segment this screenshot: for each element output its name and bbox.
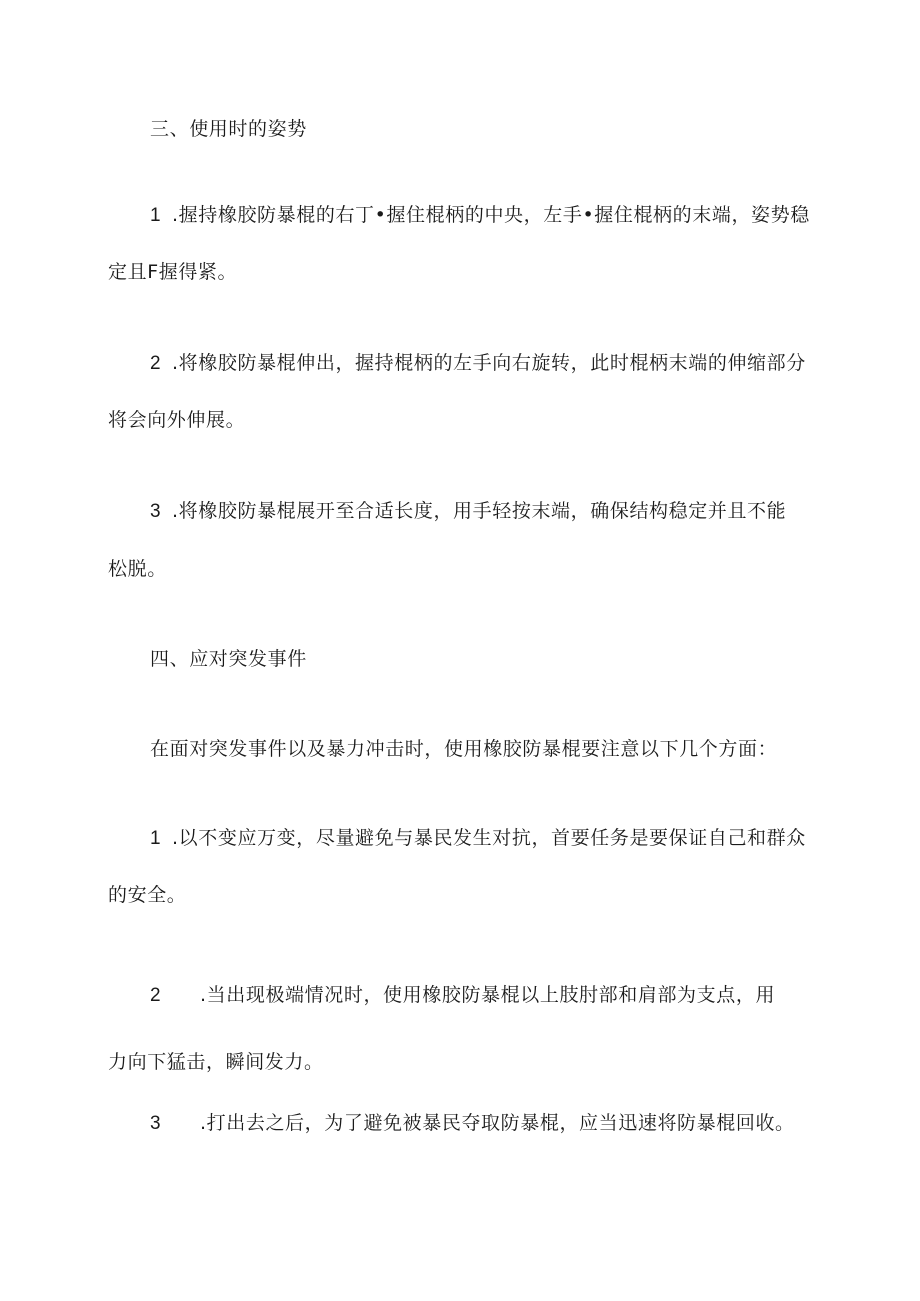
list-item-first-line (150, 826, 806, 851)
section-heading-posture: 三、使用时的姿势 (150, 118, 307, 140)
list-item-continuation: 定且F握得紧。 (108, 261, 238, 283)
list-item-number: 3 (150, 1113, 162, 1134)
list-item-text: .握持橡胶防暴棍的右丁•握住棍柄的中央，左手•握住棍柄的末端，姿势稳 (172, 204, 810, 226)
list-item-continuation: 的安全。 (108, 884, 187, 906)
list-item-first-line (150, 351, 806, 376)
list-item-continuation: 将会向外伸展。 (108, 409, 246, 431)
list-item-number: 3 (150, 501, 162, 522)
list-item-text: .将橡胶防暴棍展开至合适长度，用手轻按末端，确保结构稳定并且不能 (172, 500, 787, 522)
list-item-number: 1 (150, 828, 162, 849)
section-heading-emergency: 四、应对突发事件 (150, 648, 307, 670)
list-item-first-line (150, 983, 775, 1008)
list-item-number: 2 (150, 353, 162, 374)
list-item-number: 1 (150, 205, 162, 226)
list-item-first-line (150, 1111, 795, 1136)
list-item-text: .打出去之后，为了避免被暴民夺取防暴棍，应当迅速将防暴棍回收。 (200, 1112, 795, 1134)
list-item-text: .以不变应万变，尽量避免与暴民发生对抗，首要任务是要保证自己和群众 (172, 827, 806, 849)
list-item-text: .将橡胶防暴棍伸出，握持棍柄的左手向右旋转，此时棍柄末端的伸缩部分 (172, 352, 806, 374)
list-item-continuation: 力向下猛击，瞬间发力。 (108, 1051, 324, 1073)
list-item-text: .当出现极端情况时，使用橡胶防暴棍以上肢肘部和肩部为支点，用 (200, 984, 776, 1006)
section-intro: 在面对突发事件以及暴力冲击时，使用橡胶防暴棍要注意以下几个方面： (150, 738, 778, 760)
list-item-number: 2 (150, 985, 162, 1006)
list-item-continuation: 松脱。 (108, 558, 167, 580)
list-item-first-line (150, 499, 786, 524)
list-item-first-line (150, 203, 810, 228)
